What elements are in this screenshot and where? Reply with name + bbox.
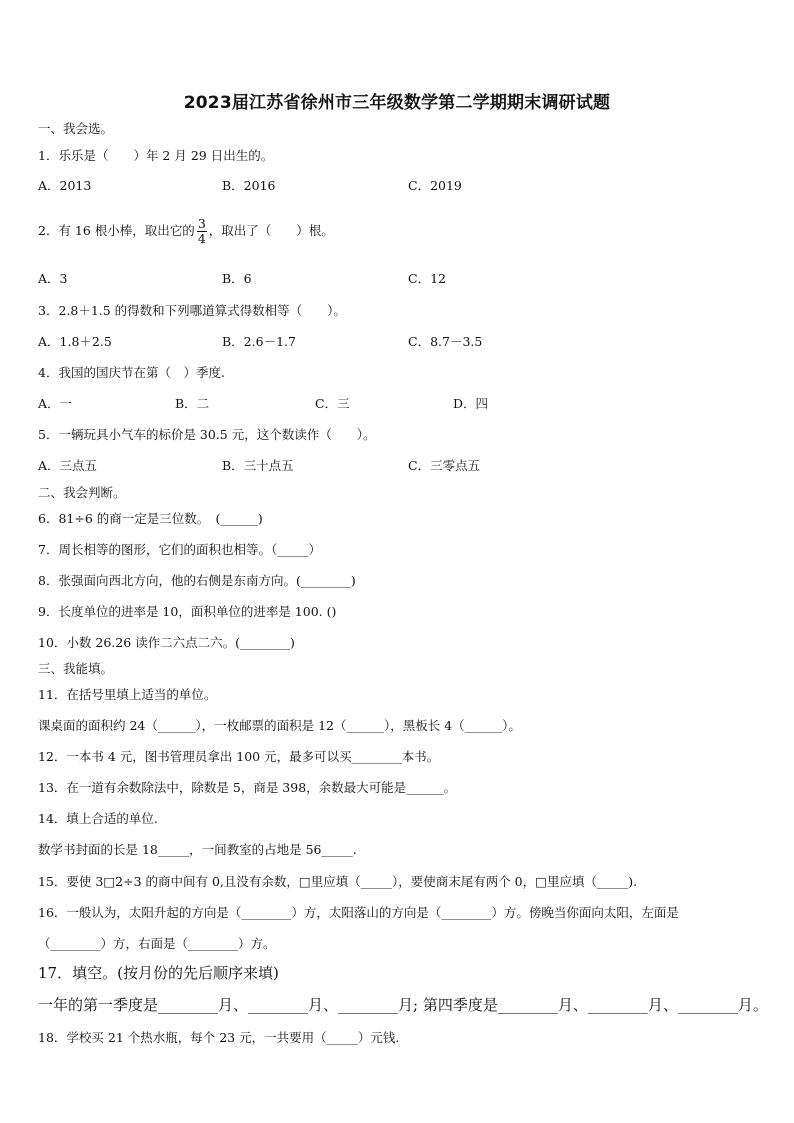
q4-option-d: D．四: [453, 396, 489, 411]
question-8: 8．张强面向西北方向，他的右侧是东南方向。(________): [38, 573, 356, 588]
question-18: 18．学校买 21 个热水瓶，每个 23 元，一共要用（_____）元钱.: [38, 1030, 400, 1045]
question-10: 10．小数 26.26 读作二六点二六。(________): [38, 635, 295, 650]
question-13: 13．在一道有余数除法中，除数是 5，商是 398，余数最大可能是______。: [38, 780, 457, 795]
question-15: 15．要使 3□2÷3 的商中间有 0,且没有余数，□里应填（_____），要使商末尾有两个 0，□里应填（_____).: [38, 874, 638, 889]
q1-option-a: A．2013: [38, 178, 92, 193]
q2-fraction-denominator: 4: [197, 231, 206, 246]
question-14: 14．填上合适的单位.: [38, 811, 158, 826]
question-17: 17．填空。(按月份的先后顺序来填): [38, 964, 279, 982]
question-7: 7．周长相等的图形，它们的面积也相等。（_____）: [38, 542, 321, 557]
q4-option-b: B．二: [175, 396, 210, 411]
question-11: 11．在括号里填上适当的单位。: [38, 687, 217, 702]
q2-text-before: 2．有 16 根小棒，取出它的: [38, 223, 195, 238]
q2-text-after: ，取出了（ ）根。: [208, 223, 334, 238]
question-17-line-2: 一年的第一季度是________月、________月、________月; 第四季度是________月、________月、________月。: [38, 996, 768, 1014]
section-heading-1: 一、我会选。: [38, 121, 114, 136]
question-2: [38, 216, 334, 246]
q1-option-b: B．2016: [222, 178, 276, 193]
section-heading-3: 三、我能填。: [38, 661, 114, 676]
page-title: 2023届江苏省徐州市三年级数学第二学期期末调研试题: [183, 93, 611, 113]
q3-option-a: A．1.8＋2.5: [38, 334, 112, 349]
question-9: 9．长度单位的进率是 10，面积单位的进率是 100. (): [38, 604, 337, 619]
q3-option-b: B．2.6－1.7: [222, 334, 296, 349]
q5-option-c: C．三零点五: [408, 458, 481, 473]
q1-option-c: C．2019: [408, 178, 462, 193]
q2-option-b: B．6: [222, 271, 252, 286]
section-heading-2: 二、我会判断。: [38, 485, 126, 500]
q4-option-a: A．一: [38, 396, 73, 411]
q3-option-c: C．8.7－3.5: [408, 334, 483, 349]
q2-fraction-numerator: 3: [197, 216, 206, 231]
question-3: 3．2.8＋1.5 的得数和下列哪道算式得数相等（ ）。: [38, 303, 346, 318]
question-11-line-2: 课桌面的面积约 24（______），一枚邮票的面积是 12（______），黑板长 4（______）。: [38, 718, 521, 733]
question-5: 5．一辆玩具小气车的标价是 30.5 元，这个数读作（ ）。: [38, 427, 376, 442]
question-16-line-2: （________）方，右面是（________）方。: [38, 936, 276, 951]
q2-fraction: [197, 217, 207, 246]
q5-option-a: A．三点五: [38, 458, 98, 473]
question-1: 1．乐乐是（ ）年 2 月 29 日出生的。: [38, 148, 274, 163]
question-4: 4．我国的国庆节在第（ ）季度.: [38, 365, 225, 380]
q2-option-a: A．3: [38, 271, 68, 286]
question-6: 6．81÷6 的商一定是三位数。 (______): [38, 511, 263, 526]
q4-option-c: C．三: [315, 396, 350, 411]
question-16: 16．一般认为，太阳升起的方向是（________）方，太阳落山的方向是（________）方。傍晚当你面向太阳，左面是: [38, 905, 679, 920]
question-14-line-2: 数学书封面的长是 18_____，一间教室的占地是 56_____.: [38, 842, 357, 857]
q5-option-b: B．三十点五: [222, 458, 294, 473]
question-12: 12．一本书 4 元，图书管理员拿出 100 元，最多可以买________本书。: [38, 749, 440, 764]
q2-option-c: C．12: [408, 271, 446, 286]
